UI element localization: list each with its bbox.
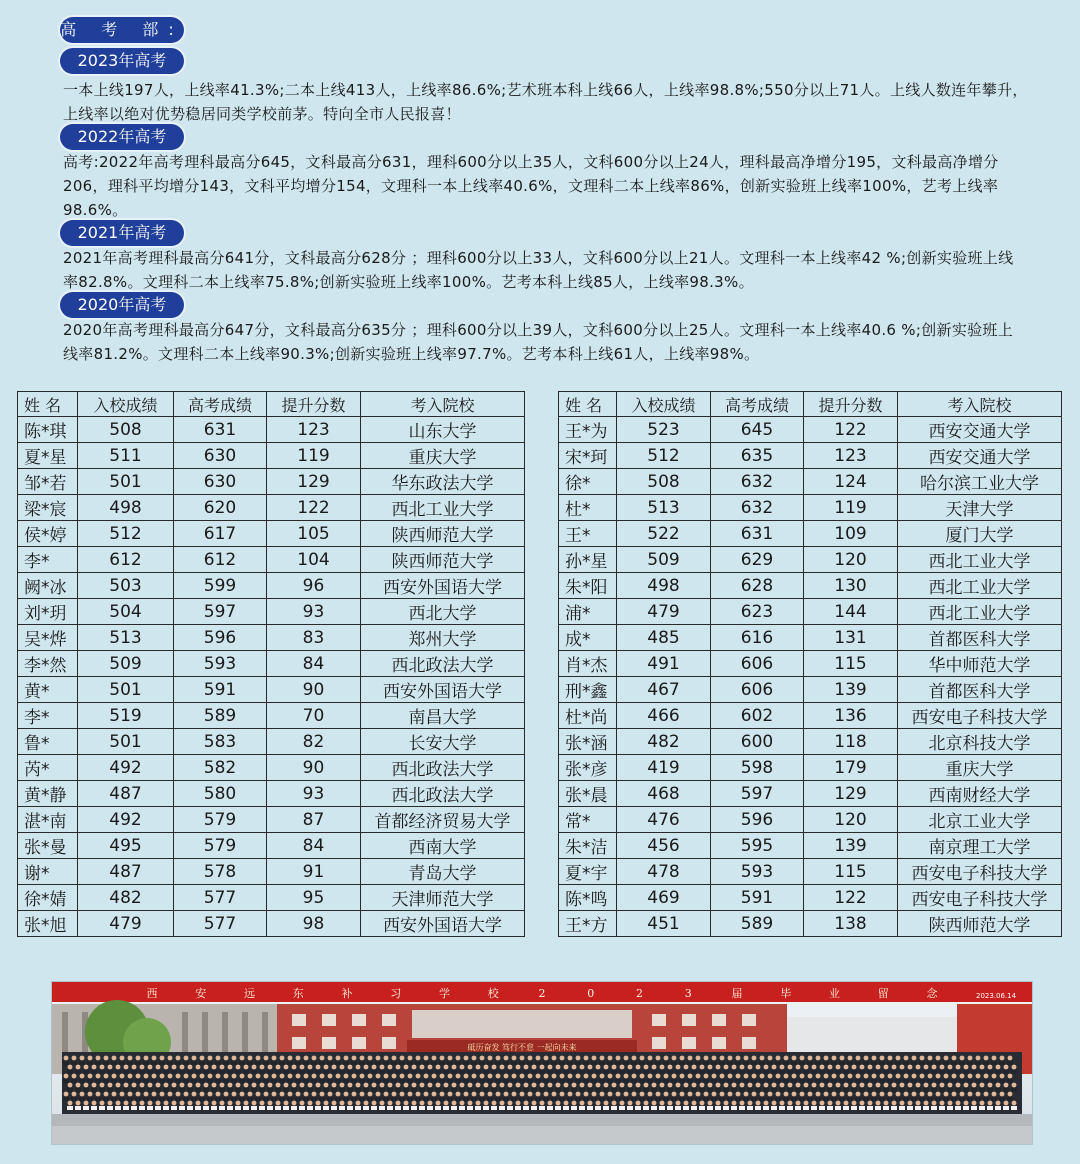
entry-score: 511 [78, 443, 174, 469]
improvement-score: 109 [804, 521, 898, 547]
entry-score: 485 [617, 625, 711, 651]
improvement-score: 82 [267, 729, 361, 755]
banner-char: 学 [439, 987, 450, 1000]
gaokao-score: 630 [174, 469, 267, 495]
gaokao-score: 591 [711, 885, 804, 911]
header-improvement: 提升分数 [804, 392, 898, 417]
university: 天津师范大学 [361, 885, 525, 911]
improvement-score: 105 [267, 521, 361, 547]
student-name: 张*曼 [18, 833, 78, 859]
gaokao-score: 579 [174, 807, 267, 833]
gaokao-score: 617 [174, 521, 267, 547]
improvement-score: 120 [804, 807, 898, 833]
table-row [559, 625, 1062, 651]
student-name: 吴*烨 [18, 625, 78, 651]
table-row [559, 443, 1062, 469]
entry-score: 509 [617, 547, 711, 573]
entry-score: 519 [78, 703, 174, 729]
university: 厦门大学 [898, 521, 1062, 547]
entry-score: 479 [78, 911, 174, 937]
improvement-score: 84 [267, 651, 361, 677]
university: 郑州大学 [361, 625, 525, 651]
student-name: 孙*星 [559, 547, 617, 573]
student-name: 宋*珂 [559, 443, 617, 469]
table-row [18, 729, 525, 755]
table-row [18, 521, 525, 547]
university: 陕西师范大学 [361, 521, 525, 547]
entry-score: 503 [78, 573, 174, 599]
improvement-score: 179 [804, 755, 898, 781]
university: 陕西师范大学 [361, 547, 525, 573]
table-row [559, 833, 1062, 859]
gaokao-score: 593 [174, 651, 267, 677]
university: 首都经济贸易大学 [361, 807, 525, 833]
table-row [18, 651, 525, 677]
university: 西安交通大学 [898, 417, 1062, 443]
gaokao-score: 606 [711, 651, 804, 677]
entry-score: 501 [78, 677, 174, 703]
group-photo-illustration [52, 982, 1032, 1144]
student-name: 肖*杰 [559, 651, 617, 677]
improvement-score: 139 [804, 833, 898, 859]
university: 青岛大学 [361, 859, 525, 885]
university: 陕西师范大学 [898, 911, 1062, 937]
banner-char: 毕 [780, 987, 792, 1000]
student-name: 刘*玥 [18, 599, 78, 625]
entry-score: 487 [78, 859, 174, 885]
improvement-score: 91 [267, 859, 361, 885]
student-name: 阙*冰 [18, 573, 78, 599]
header-gaokao-score: 高考成绩 [174, 392, 267, 417]
results-table-right [558, 391, 1062, 937]
university: 长安大学 [361, 729, 525, 755]
banner-char: 远 [244, 987, 255, 1000]
student-name: 王*方 [559, 911, 617, 937]
improvement-score: 83 [267, 625, 361, 651]
table-row [559, 859, 1062, 885]
banner-char: 业 [829, 987, 840, 1000]
table-row [18, 573, 525, 599]
header-university: 考入院校 [898, 392, 1062, 417]
table-row [559, 573, 1062, 599]
improvement-score: 90 [267, 755, 361, 781]
university: 山东大学 [361, 417, 525, 443]
table-row [18, 833, 525, 859]
photo-date: 2023.06.14 [976, 992, 1017, 1000]
university: 西南财经大学 [898, 781, 1062, 807]
university: 华中师范大学 [898, 651, 1062, 677]
header-improvement: 提升分数 [267, 392, 361, 417]
gaokao-score: 645 [711, 417, 804, 443]
student-name: 张*彦 [559, 755, 617, 781]
gaokao-score: 606 [711, 677, 804, 703]
university: 西安外国语大学 [361, 911, 525, 937]
student-name: 徐* [559, 469, 617, 495]
section-year-2021: 2021年高考 [60, 220, 184, 246]
table-row [559, 495, 1062, 521]
entry-score: 469 [617, 885, 711, 911]
section-text-2023: 一本上线197人，上线率41.3%;二本上线413人，上线率86.6%;艺术班本科上线66人，上线率98.8%;550分以上71人。上线人数连年攀升，上线率以绝对优势稳居同类学校前茅。特向全市人民报喜！ [63, 81, 1028, 123]
improvement-score: 93 [267, 599, 361, 625]
gaokao-score: 597 [711, 781, 804, 807]
gaokao-score: 583 [174, 729, 267, 755]
table-row [559, 781, 1062, 807]
banner-char: 习 [390, 987, 402, 1000]
entry-score: 509 [78, 651, 174, 677]
student-name: 朱*洁 [559, 833, 617, 859]
table-row [18, 703, 525, 729]
student-name: 陈*琪 [18, 417, 78, 443]
banner-char: 东 [292, 987, 304, 1000]
student-name: 芮* [18, 755, 78, 781]
gaokao-score: 591 [174, 677, 267, 703]
improvement-score: 98 [267, 911, 361, 937]
entry-score: 508 [617, 469, 711, 495]
university: 西北工业大学 [898, 573, 1062, 599]
university: 南京理工大学 [898, 833, 1062, 859]
section-text-2022: 高考:2022年高考理科最高分645，文科最高分631，理科600分以上35人，文科600分以上24人，理科最高净增分195，文科最高净增分206，理科平均增分143，文科平均增分154，文理科一本上线率40.6%，文理科二本上线率86%，创新实验班上线率100%，艺考上线率 98.6%。 [63, 153, 999, 219]
gaokao-score: 632 [711, 469, 804, 495]
improvement-score: 123 [267, 417, 361, 443]
results-table-left [17, 391, 525, 937]
table-row [18, 807, 525, 833]
table-row [559, 755, 1062, 781]
gaokao-score: 595 [711, 833, 804, 859]
student-name: 谢* [18, 859, 78, 885]
improvement-score: 70 [267, 703, 361, 729]
improvement-score: 122 [804, 885, 898, 911]
table-row [559, 417, 1062, 443]
entry-score: 512 [617, 443, 711, 469]
gaokao-score: 579 [174, 833, 267, 859]
table-row [18, 443, 525, 469]
improvement-score: 104 [267, 547, 361, 573]
entry-score: 501 [78, 729, 174, 755]
table-row [559, 651, 1062, 677]
table-header-row [18, 392, 525, 417]
university: 西北工业大学 [361, 495, 525, 521]
banner-char: 念 [926, 987, 938, 1000]
gaokao-score: 589 [174, 703, 267, 729]
table-row [18, 677, 525, 703]
student-name: 杜*尚 [559, 703, 617, 729]
improvement-score: 84 [267, 833, 361, 859]
table-header-row [559, 392, 1062, 417]
table-row [18, 911, 525, 937]
section-text-2020: 2020年高考理科最高分647分，文科最高分635分 ；理科600分以上39人，文科600分以上25人。文理科一本上线率40.6 %;创新实验班上线率81.2%。文理科二本上线率90.3%;创新实验班上线率97.7%。艺考本科上线61人，上线率98%。 [63, 321, 1014, 363]
banner-char: 安 [195, 987, 207, 1000]
entry-score: 513 [78, 625, 174, 651]
entry-score: 482 [78, 885, 174, 911]
table-row [559, 885, 1062, 911]
improvement-score: 115 [804, 859, 898, 885]
entry-score: 466 [617, 703, 711, 729]
student-name: 夏*星 [18, 443, 78, 469]
university: 西北工业大学 [898, 599, 1062, 625]
entry-score: 501 [78, 469, 174, 495]
gaokao-score: 616 [711, 625, 804, 651]
entry-score: 498 [617, 573, 711, 599]
student-name: 陈*鸣 [559, 885, 617, 911]
entry-score: 451 [617, 911, 711, 937]
improvement-score: 122 [804, 417, 898, 443]
entry-score: 491 [617, 651, 711, 677]
student-name: 张*涵 [559, 729, 617, 755]
header-entry-score: 入校成绩 [78, 392, 174, 417]
entry-score: 487 [78, 781, 174, 807]
entry-score: 482 [617, 729, 711, 755]
table-row [18, 469, 525, 495]
entry-score: 612 [78, 547, 174, 573]
banner-char: 校 [487, 987, 499, 1000]
banner-char: 2 [538, 987, 546, 1000]
table-row [18, 885, 525, 911]
entry-score: 522 [617, 521, 711, 547]
university: 重庆大学 [898, 755, 1062, 781]
section-year-2020: 2020年高考 [60, 292, 184, 318]
table-row [18, 859, 525, 885]
entry-score: 512 [78, 521, 174, 547]
entry-score: 479 [617, 599, 711, 625]
entry-score: 419 [617, 755, 711, 781]
improvement-score: 115 [804, 651, 898, 677]
gaokao-score: 582 [174, 755, 267, 781]
table-row [18, 755, 525, 781]
banner-char: 2 [636, 987, 643, 1000]
header-entry-score: 入校成绩 [617, 392, 711, 417]
gaokao-score: 631 [711, 521, 804, 547]
table-row [18, 599, 525, 625]
improvement-score: 130 [804, 573, 898, 599]
university: 南昌大学 [361, 703, 525, 729]
gaokao-score: 577 [174, 885, 267, 911]
improvement-score: 118 [804, 729, 898, 755]
university: 西安电子科技大学 [898, 859, 1062, 885]
gaokao-score: 577 [174, 911, 267, 937]
improvement-score: 87 [267, 807, 361, 833]
university: 西安电子科技大学 [898, 703, 1062, 729]
table-row [559, 677, 1062, 703]
student-name: 张*旭 [18, 911, 78, 937]
student-name: 张*晨 [559, 781, 617, 807]
graduation-group-photo [51, 981, 1033, 1145]
student-name: 邹*若 [18, 469, 78, 495]
improvement-score: 93 [267, 781, 361, 807]
student-name: 刑*鑫 [559, 677, 617, 703]
gaokao-score: 623 [711, 599, 804, 625]
gaokao-score: 597 [174, 599, 267, 625]
improvement-score: 122 [267, 495, 361, 521]
table-row [18, 417, 525, 443]
section-year-2022: 2022年高考 [60, 124, 184, 150]
table-row [559, 521, 1062, 547]
banner-char: 留 [877, 987, 889, 1000]
department-title: 高 考 部: [60, 17, 184, 43]
student-name: 成* [559, 625, 617, 651]
table-row [18, 495, 525, 521]
improvement-score: 119 [804, 495, 898, 521]
university: 天津大学 [898, 495, 1062, 521]
entry-score: 495 [78, 833, 174, 859]
banner-char: 0 [587, 987, 595, 1000]
header-gaokao-score: 高考成绩 [711, 392, 804, 417]
gaokao-score: 596 [711, 807, 804, 833]
section-year-2023: 2023年高考 [60, 48, 184, 74]
entry-score: 492 [78, 807, 174, 833]
university: 西北大学 [361, 599, 525, 625]
entry-score: 476 [617, 807, 711, 833]
gaokao-score: 620 [174, 495, 267, 521]
improvement-score: 95 [267, 885, 361, 911]
improvement-score: 136 [804, 703, 898, 729]
improvement-score: 129 [804, 781, 898, 807]
improvement-score: 120 [804, 547, 898, 573]
table-row [18, 625, 525, 651]
entry-score: 468 [617, 781, 711, 807]
gaokao-score: 628 [711, 573, 804, 599]
student-name: 侯*婷 [18, 521, 78, 547]
gaokao-score: 598 [711, 755, 804, 781]
improvement-score: 129 [267, 469, 361, 495]
gaokao-score: 578 [174, 859, 267, 885]
improvement-score: 90 [267, 677, 361, 703]
university: 北京科技大学 [898, 729, 1062, 755]
header-university: 考入院校 [361, 392, 525, 417]
student-name: 鲁* [18, 729, 78, 755]
gaokao-score: 631 [174, 417, 267, 443]
university: 西安外国语大学 [361, 573, 525, 599]
entry-score: 513 [617, 495, 711, 521]
entry-score: 508 [78, 417, 174, 443]
gaokao-score: 600 [711, 729, 804, 755]
university: 首都医科大学 [898, 677, 1062, 703]
gaokao-score: 612 [174, 547, 267, 573]
gaokao-score: 593 [711, 859, 804, 885]
student-name: 浦* [559, 599, 617, 625]
entry-score: 523 [617, 417, 711, 443]
student-name: 李* [18, 547, 78, 573]
gaokao-score: 635 [711, 443, 804, 469]
table-row [559, 469, 1062, 495]
improvement-score: 123 [804, 443, 898, 469]
student-name: 王* [559, 521, 617, 547]
table-row [559, 807, 1062, 833]
improvement-score: 131 [804, 625, 898, 651]
table-row [559, 599, 1062, 625]
student-name: 杜* [559, 495, 617, 521]
university: 西安电子科技大学 [898, 885, 1062, 911]
improvement-score: 138 [804, 911, 898, 937]
entry-score: 492 [78, 755, 174, 781]
student-name: 黄* [18, 677, 78, 703]
building-sign: 砥历奋发 笃行不怠 一起向未来 [467, 1043, 577, 1052]
banner-char: 补 [341, 987, 353, 1000]
table-row [18, 547, 525, 573]
entry-score: 498 [78, 495, 174, 521]
gaokao-score: 580 [174, 781, 267, 807]
university: 西北政法大学 [361, 755, 525, 781]
table-row [559, 547, 1062, 573]
university: 哈尔滨工业大学 [898, 469, 1062, 495]
university: 西安外国语大学 [361, 677, 525, 703]
banner-char: 届 [731, 987, 743, 1000]
banner-char: 3 [684, 987, 692, 1000]
gaokao-score: 629 [711, 547, 804, 573]
improvement-score: 119 [267, 443, 361, 469]
student-name: 湛*南 [18, 807, 78, 833]
improvement-score: 144 [804, 599, 898, 625]
header-name: 姓 名 [18, 392, 78, 417]
gaokao-score: 632 [711, 495, 804, 521]
gaokao-score: 589 [711, 911, 804, 937]
table-row [559, 703, 1062, 729]
student-name: 李*然 [18, 651, 78, 677]
gaokao-score: 596 [174, 625, 267, 651]
university: 华东政法大学 [361, 469, 525, 495]
table-row [18, 781, 525, 807]
student-name: 朱*阳 [559, 573, 617, 599]
entry-score: 504 [78, 599, 174, 625]
improvement-score: 124 [804, 469, 898, 495]
student-name: 黄*静 [18, 781, 78, 807]
university: 重庆大学 [361, 443, 525, 469]
university: 西北工业大学 [898, 547, 1062, 573]
university: 西安交通大学 [898, 443, 1062, 469]
student-name: 梁*宸 [18, 495, 78, 521]
gaokao-score: 630 [174, 443, 267, 469]
section-text-2021: 2021年高考理科最高分641分，文科最高分628分 ；理科600分以上33人，文科600分以上21人。文理科一本上线率42 %;创新实验班上线率82.8%。文理科二本上线率75.8%;创新实验班上线率100%。艺考本科上线85人，上线率98.3%。 [63, 249, 1014, 291]
university: 北京工业大学 [898, 807, 1062, 833]
improvement-score: 139 [804, 677, 898, 703]
header-name: 姓 名 [559, 392, 617, 417]
table-row [559, 911, 1062, 937]
entry-score: 478 [617, 859, 711, 885]
student-name: 夏*宇 [559, 859, 617, 885]
university: 西北政法大学 [361, 651, 525, 677]
student-name: 王*为 [559, 417, 617, 443]
gaokao-score: 599 [174, 573, 267, 599]
table-row [559, 729, 1062, 755]
university: 西北政法大学 [361, 781, 525, 807]
improvement-score: 96 [267, 573, 361, 599]
university: 首都医科大学 [898, 625, 1062, 651]
university: 西南大学 [361, 833, 525, 859]
student-name: 徐*婧 [18, 885, 78, 911]
entry-score: 467 [617, 677, 711, 703]
student-name: 常* [559, 807, 617, 833]
student-name: 李* [18, 703, 78, 729]
entry-score: 456 [617, 833, 711, 859]
gaokao-score: 602 [711, 703, 804, 729]
banner-char: 西 [146, 987, 158, 1000]
